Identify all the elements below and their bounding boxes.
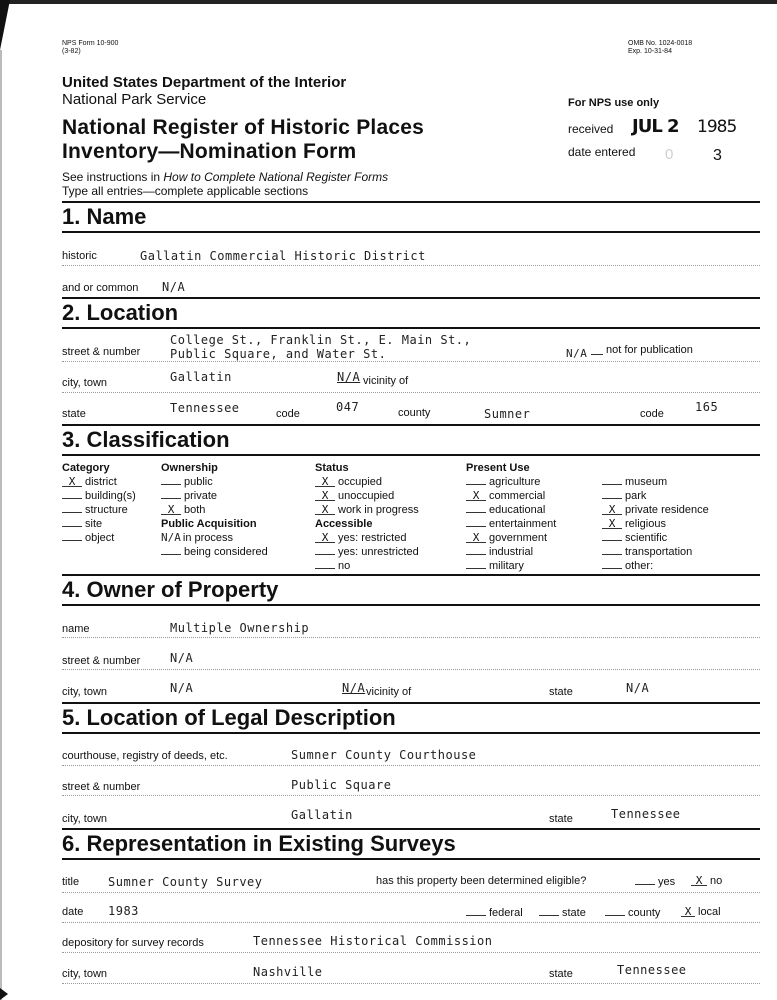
checkbox-mark[interactable]: X xyxy=(315,491,335,501)
divider xyxy=(62,828,760,830)
owner-name-label: name xyxy=(62,623,90,635)
owner-vicinity-mark[interactable]: N/A xyxy=(342,681,366,695)
checkbox-mark[interactable] xyxy=(161,475,181,485)
level-state[interactable] xyxy=(539,906,586,919)
checkbox-mark[interactable] xyxy=(62,489,82,499)
checkbox-mark[interactable] xyxy=(466,475,486,485)
checkbox-mark[interactable] xyxy=(315,559,335,569)
option-label: educational xyxy=(489,504,546,516)
option-label: structure xyxy=(85,504,128,516)
present-use-group xyxy=(466,461,556,573)
option-label: object xyxy=(85,532,115,544)
vicinity-label: vicinity of xyxy=(363,375,409,387)
checkbox-mark[interactable]: X xyxy=(466,491,486,501)
use-agriculture[interactable] xyxy=(466,475,556,489)
checkbox-mark[interactable] xyxy=(466,906,486,916)
checkbox-mark[interactable] xyxy=(466,517,486,527)
accessible-heading: Accessible xyxy=(315,518,373,530)
section-3-title: 3. Classification xyxy=(62,427,230,452)
ownership-group xyxy=(161,461,268,559)
ownership-heading: Ownership xyxy=(161,462,218,474)
legal-state-label: state xyxy=(549,813,573,825)
divider xyxy=(62,454,760,456)
legal-street-label: street & number xyxy=(62,781,141,793)
checkbox-mark[interactable] xyxy=(602,489,622,499)
option-label: state xyxy=(562,907,586,919)
option-label: local xyxy=(698,906,721,918)
option-label: public xyxy=(184,476,213,488)
option-label: commercial xyxy=(489,490,546,502)
present-use-group-2 xyxy=(602,475,709,573)
accessible-unrestricted[interactable] xyxy=(315,545,419,559)
instructions-line2: Type all entries—complete applicable sections xyxy=(62,184,309,198)
option-label: yes: restricted xyxy=(338,532,407,544)
category-heading: Category xyxy=(62,462,110,474)
received-year: 1985 xyxy=(697,117,737,137)
option-label: county xyxy=(628,907,661,919)
divider xyxy=(62,604,760,606)
checkbox-mark[interactable]: X xyxy=(681,907,695,917)
county-label: county xyxy=(398,407,431,419)
field-line xyxy=(62,952,760,953)
field-line xyxy=(62,983,760,984)
checkbox-mark[interactable]: X xyxy=(161,505,181,515)
not-for-publication-mark[interactable]: N/A xyxy=(566,347,588,360)
vicinity-mark[interactable]: N/A xyxy=(337,370,361,384)
category-object[interactable] xyxy=(62,531,136,545)
depository-field[interactable]: Tennessee Historical Commission xyxy=(253,934,493,948)
use-commercial[interactable] xyxy=(466,489,556,503)
historic-name-field[interactable]: Gallatin Commercial Historic District xyxy=(140,249,426,263)
accessible-no[interactable] xyxy=(315,559,419,573)
checkbox-mark[interactable] xyxy=(635,875,655,885)
common-name-field[interactable]: N/A xyxy=(162,280,186,294)
acquisition-in-process[interactable] xyxy=(161,531,268,545)
accessible-restricted[interactable] xyxy=(315,531,419,545)
option-label: site xyxy=(85,518,103,530)
option-label: work in progress xyxy=(338,504,419,516)
instructions-prefix: See instructions in xyxy=(62,170,164,184)
checkbox-mark[interactable]: X xyxy=(466,533,486,543)
checkbox-mark[interactable] xyxy=(602,475,622,485)
section-6-title: 6. Representation in Existing Surveys xyxy=(62,831,456,856)
legal-city-label: city, town xyxy=(62,813,108,825)
option-label: unoccupied xyxy=(338,490,395,502)
nfp-blank-line xyxy=(591,354,603,355)
option-label: entertainment xyxy=(489,518,557,530)
checkbox-mark[interactable] xyxy=(315,545,335,555)
depository-state-label: state xyxy=(549,968,573,980)
level-federal[interactable] xyxy=(466,906,523,919)
city-town-label: city, town xyxy=(62,377,108,389)
eligible-question: has this property been determined eligible? xyxy=(376,875,587,887)
option-label: no xyxy=(338,560,351,572)
use-entertainment[interactable] xyxy=(466,517,556,531)
owner-street-field[interactable]: N/A xyxy=(170,651,194,665)
eligible-yes[interactable] xyxy=(635,875,675,888)
form-number: NPS Form 10-900 xyxy=(62,40,119,47)
divider xyxy=(62,231,760,233)
street-line2-field[interactable]: Public Square, and Water St. xyxy=(170,347,387,361)
option-label: industrial xyxy=(489,546,534,558)
not-for-publication-label: not for publication xyxy=(606,344,693,356)
form-title-line1: National Register of Historic Places xyxy=(62,116,424,139)
form-title-line2: Inventory—Nomination Form xyxy=(62,140,357,163)
checkbox-mark[interactable] xyxy=(539,906,559,916)
category-site[interactable] xyxy=(62,517,136,531)
instructions-guide-title: How to Complete National Register Forms xyxy=(163,170,389,184)
ownership-public[interactable] xyxy=(161,475,268,489)
option-label: both xyxy=(184,504,206,516)
divider xyxy=(62,201,760,203)
survey-date-field[interactable]: 1983 xyxy=(108,904,139,918)
status-work-in-progress[interactable] xyxy=(315,503,419,517)
scan-left-edge xyxy=(0,50,2,1000)
eligible-no[interactable] xyxy=(691,875,722,887)
county-field[interactable]: Sumner xyxy=(484,407,531,421)
option-label: building(s) xyxy=(85,490,136,502)
common-name-label: and or common xyxy=(62,282,139,294)
owner-state-field[interactable]: N/A xyxy=(626,681,650,695)
option-label: district xyxy=(85,476,117,488)
divider xyxy=(62,702,760,704)
state-code-label: code xyxy=(276,408,300,420)
status-group xyxy=(315,461,419,573)
option-label: transportation xyxy=(625,546,693,558)
field-line xyxy=(62,765,760,766)
state-label: state xyxy=(62,408,86,420)
owner-street-label: street & number xyxy=(62,655,141,667)
field-line xyxy=(62,892,760,893)
status-occupied[interactable] xyxy=(315,475,419,489)
checkbox-mark[interactable] xyxy=(62,517,82,527)
divider xyxy=(62,297,760,299)
street-line1-field[interactable]: College St., Franklin St., E. Main St., xyxy=(170,333,472,347)
field-line xyxy=(62,265,760,266)
checkbox-mark[interactable] xyxy=(466,503,486,513)
field-line xyxy=(62,795,760,796)
option-label: being considered xyxy=(184,546,268,558)
checkbox-mark[interactable] xyxy=(161,489,181,499)
field-line xyxy=(62,922,760,923)
received-stamp: JUL 2 xyxy=(632,116,679,137)
use-private-residence[interactable] xyxy=(602,503,709,517)
option-label: federal xyxy=(489,907,523,919)
option-label: other: xyxy=(625,560,654,572)
use-museum[interactable] xyxy=(602,475,709,489)
option-label: military xyxy=(489,560,524,572)
field-line xyxy=(62,361,760,362)
checkbox-mark[interactable] xyxy=(602,559,622,569)
received-label: received xyxy=(568,122,614,136)
use-park[interactable] xyxy=(602,489,709,503)
county-code-label: code xyxy=(640,408,664,420)
use-transportation[interactable] xyxy=(602,545,709,559)
option-label: no xyxy=(710,875,723,887)
county-code-field[interactable]: 165 xyxy=(695,400,719,414)
department-name: United States Department of the Interior xyxy=(62,74,347,91)
section-1-title: 1. Name xyxy=(62,204,147,229)
service-name: National Park Service xyxy=(62,91,207,108)
divider xyxy=(62,424,760,426)
owner-city-label: city, town xyxy=(62,686,108,698)
omb-expiration: Exp. 10-31-84 xyxy=(628,48,672,55)
field-line xyxy=(62,669,760,670)
checkbox-mark[interactable] xyxy=(62,503,82,513)
owner-name-field[interactable]: Multiple Ownership xyxy=(170,621,310,635)
legal-state-field[interactable]: Tennessee xyxy=(611,807,681,821)
use-religious[interactable] xyxy=(602,517,709,531)
public-acquisition-heading: Public Acquisition xyxy=(161,518,257,530)
option-label: religious xyxy=(625,518,666,530)
option-label: scientific xyxy=(625,532,668,544)
state-code-field[interactable]: 047 xyxy=(336,400,360,414)
scan-top-border xyxy=(0,0,777,4)
field-line xyxy=(62,392,760,393)
checkbox-mark[interactable]: X xyxy=(315,505,335,515)
checkbox-mark[interactable] xyxy=(602,545,622,555)
use-industrial[interactable] xyxy=(466,545,556,559)
present-use-heading: Present Use xyxy=(466,462,530,474)
owner-vicinity-label: vicinity of xyxy=(366,686,412,698)
courthouse-label: courthouse, registry of deeds, etc. xyxy=(62,750,228,762)
depository-city-label: city, town xyxy=(62,968,108,980)
checkbox-mark[interactable]: X xyxy=(315,533,335,543)
state-field[interactable]: Tennessee xyxy=(170,401,240,415)
checkbox-mark[interactable]: X xyxy=(315,477,335,487)
category-structure[interactable] xyxy=(62,503,136,517)
status-heading: Status xyxy=(315,462,349,474)
checkbox-mark[interactable]: X xyxy=(691,876,707,886)
option-label: government xyxy=(489,532,548,544)
option-label: in process xyxy=(182,532,234,544)
option-label: yes xyxy=(658,876,676,888)
depository-label: depository for survey records xyxy=(62,937,204,949)
form-revision: (3-82) xyxy=(62,48,81,55)
use-educational[interactable] xyxy=(466,503,556,517)
omb-number: OMB No. 1024-0018 xyxy=(628,40,693,47)
scan-corner-shadow xyxy=(0,0,10,50)
checkbox-mark[interactable] xyxy=(466,559,486,569)
field-line xyxy=(62,637,760,638)
section-5-title: 5. Location of Legal Description xyxy=(62,705,396,730)
option-label: park xyxy=(625,490,647,502)
checkbox-mark[interactable]: X xyxy=(602,519,622,529)
divider xyxy=(62,732,760,734)
street-number-label: street & number xyxy=(62,346,141,358)
city-town-field[interactable]: Gallatin xyxy=(170,370,232,384)
legal-city-field[interactable]: Gallatin xyxy=(291,808,353,822)
owner-state-label: state xyxy=(549,686,573,698)
owner-city-field[interactable]: N/A xyxy=(170,681,194,695)
status-unoccupied[interactable] xyxy=(315,489,419,503)
date-entered-value: 3 xyxy=(713,147,722,164)
checkbox-mark[interactable] xyxy=(605,906,625,916)
survey-date-label: date xyxy=(62,906,84,918)
checkbox-mark[interactable]: N/A xyxy=(161,531,181,544)
option-label: yes: unrestricted xyxy=(338,546,419,558)
category-group xyxy=(62,461,136,545)
option-label: occupied xyxy=(338,476,383,488)
use-government[interactable] xyxy=(466,531,556,545)
checkbox-mark[interactable]: X xyxy=(602,505,622,515)
option-label: museum xyxy=(625,476,668,488)
checkbox-mark[interactable]: X xyxy=(62,477,82,487)
historic-label: historic xyxy=(62,250,97,262)
nps-use-label: For NPS use only xyxy=(568,97,660,109)
survey-title-field[interactable]: Sumner County Survey xyxy=(108,875,263,889)
checkbox-mark[interactable] xyxy=(161,545,181,555)
date-entered-faded: 0 xyxy=(665,146,674,163)
divider xyxy=(62,327,760,329)
use-other[interactable] xyxy=(602,559,709,573)
use-scientific[interactable] xyxy=(602,531,709,545)
use-military[interactable] xyxy=(466,559,556,573)
category-district[interactable] xyxy=(62,475,136,489)
section-4-title: 4. Owner of Property xyxy=(62,577,279,602)
checkbox-mark[interactable] xyxy=(602,531,622,541)
divider xyxy=(62,574,760,576)
legal-street-field[interactable]: Public Square xyxy=(291,778,392,792)
divider xyxy=(62,858,760,860)
level-local[interactable] xyxy=(681,906,721,918)
option-label: private xyxy=(184,490,218,502)
depository-state-field[interactable]: Tennessee xyxy=(617,963,687,977)
date-entered-label: date entered xyxy=(568,145,636,159)
level-county[interactable] xyxy=(605,906,660,919)
checkbox-mark[interactable] xyxy=(62,531,82,541)
ownership-both[interactable] xyxy=(161,503,268,517)
section-2-title: 2. Location xyxy=(62,300,179,325)
checkbox-mark[interactable] xyxy=(466,545,486,555)
courthouse-field[interactable]: Sumner County Courthouse xyxy=(291,748,477,762)
survey-title-label: title xyxy=(62,876,80,888)
acquisition-being-considered[interactable] xyxy=(161,545,268,559)
mouse-cursor-icon xyxy=(0,988,8,1000)
option-label: agriculture xyxy=(489,476,541,488)
category-buildings[interactable] xyxy=(62,489,136,503)
option-label: private residence xyxy=(625,504,709,516)
ownership-private[interactable] xyxy=(161,489,268,503)
depository-city-field[interactable]: Nashville xyxy=(253,965,323,979)
instructions-line1 xyxy=(62,170,388,184)
